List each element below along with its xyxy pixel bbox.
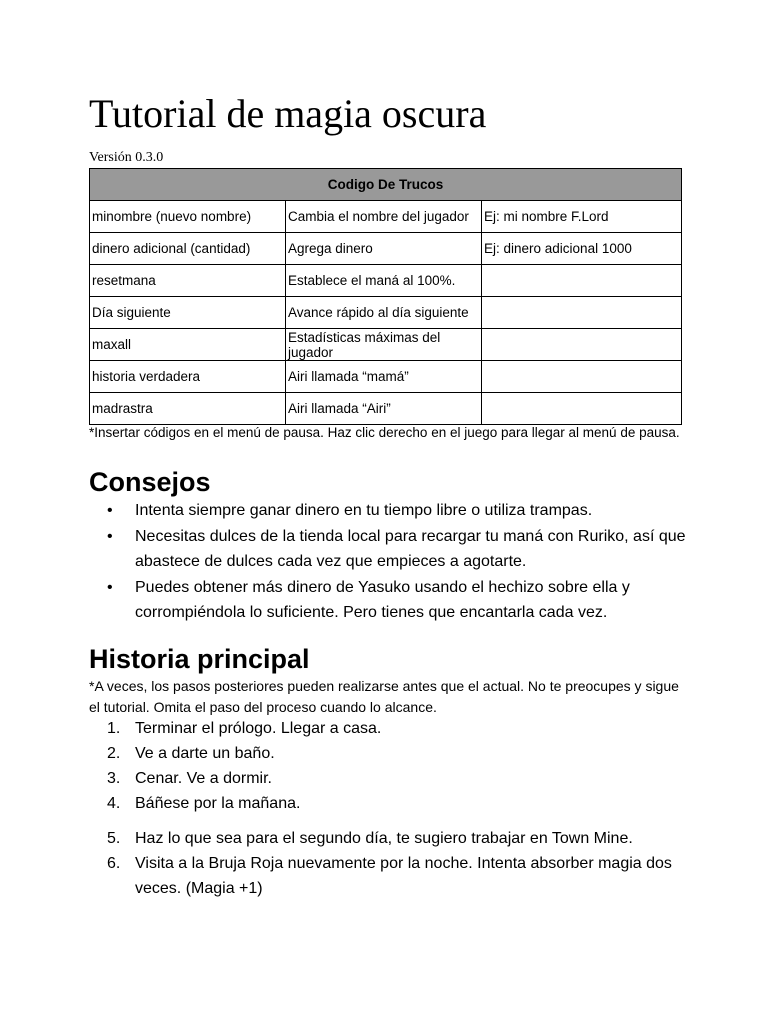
cheat-example-cell: Ej: dinero adicional 1000 [482, 233, 682, 265]
cheat-example-cell [482, 297, 682, 329]
cheat-code-cell: maxall [90, 329, 286, 361]
bullet-icon: • [107, 528, 113, 545]
table-header: Codigo De Trucos [90, 169, 682, 201]
table-row [90, 297, 682, 329]
step-number: 2. [107, 745, 121, 762]
cheat-effect-cell: Cambia el nombre del jugador [286, 201, 482, 233]
tip-text: Puedes obtener más dinero de Yasuko usando el hechizo sobre ella y corrompiéndola lo suficiente. Pero tienes que encantarla cada vez. [135, 579, 630, 621]
step-text: Terminar el prólogo. Llegar a casa. [135, 720, 382, 737]
tip-text: Intenta siempre ganar dinero en tu tiempo libre o utiliza trampas. [135, 502, 593, 519]
cheat-example-cell: Ej: mi nombre F.Lord [482, 201, 682, 233]
step-text: Visita a la Bruja Roja nuevamente por la noche. Intenta absorber magia dos veces. (Magia +1) [135, 855, 672, 897]
cheat-code-cell: resetmana [90, 265, 286, 297]
table-row [90, 329, 682, 361]
cheat-effect-cell: Establece el maná al 100%. [286, 265, 482, 297]
table-row [90, 201, 682, 233]
cheat-example-cell [482, 361, 682, 393]
cheat-example-cell [482, 393, 682, 425]
cheat-effect-cell: Airi llamada “mamá” [286, 361, 482, 393]
cheat-example-cell [482, 329, 682, 361]
step-text: Ve a darte un baño. [135, 745, 275, 762]
step-number: 1. [107, 720, 121, 737]
table-footnote: *Insertar códigos en el menú de pausa. Haz clic derecho en el juego para llegar al menú de pausa. [89, 425, 680, 440]
table-row [90, 233, 682, 265]
table-row [90, 393, 682, 425]
cheat-effect-cell: Estadísticas máximas del jugador [286, 329, 482, 361]
step-number: 3. [107, 770, 121, 787]
cheat-effect-cell: Agrega dinero [286, 233, 482, 265]
list-item [89, 791, 689, 816]
document-title: Tutorial de magia oscura [89, 91, 487, 136]
cheat-code-cell: Día siguiente [90, 297, 286, 329]
table-header-row [90, 169, 682, 201]
story-steps-list [89, 716, 689, 901]
tips-list [89, 498, 689, 626]
cheat-code-cell: madrastra [90, 393, 286, 425]
list-item [89, 766, 689, 791]
cheat-code-cell: historia verdadera [90, 361, 286, 393]
list-item [89, 826, 689, 851]
table-row [90, 361, 682, 393]
cheat-code-cell: dinero adicional (cantidad) [90, 233, 286, 265]
step-number: 4. [107, 795, 121, 812]
step-number: 5. [107, 830, 121, 847]
story-note: *A veces, los pasos posteriores pueden realizarse antes que el actual. No te preocupes y sigue el tutorial. Omita el paso del proceso cuando lo alcance. [89, 678, 679, 715]
tips-heading: Consejos [89, 467, 211, 497]
story-heading: Historia principal [89, 644, 310, 674]
step-number: 6. [107, 855, 121, 872]
step-text: Haz lo que sea para el segundo día, te sugiero trabajar en Town Mine. [135, 830, 633, 847]
cheat-example-cell [482, 265, 682, 297]
list-item [89, 851, 689, 901]
version-label: Versión 0.3.0 [89, 150, 164, 165]
cheat-effect-cell: Avance rápido al día siguiente [286, 297, 482, 329]
step-text: Báñese por la mañana. [135, 795, 301, 812]
cheat-codes-table [89, 168, 682, 425]
list-item [89, 524, 689, 574]
bullet-icon: • [107, 502, 113, 519]
list-item [89, 716, 689, 741]
list-item [89, 498, 689, 523]
list-item [89, 575, 689, 625]
step-text: Cenar. Ve a dormir. [135, 770, 272, 787]
bullet-icon: • [107, 579, 113, 596]
cheat-effect-cell: Airi llamada “Airi” [286, 393, 482, 425]
cheat-code-cell: minombre (nuevo nombre) [90, 201, 286, 233]
tip-text: Necesitas dulces de la tienda local para recargar tu maná con Ruriko, así que abastece de dulces cada vez que empieces a agotarte. [135, 528, 686, 570]
list-item [89, 741, 689, 766]
table-row [90, 265, 682, 297]
